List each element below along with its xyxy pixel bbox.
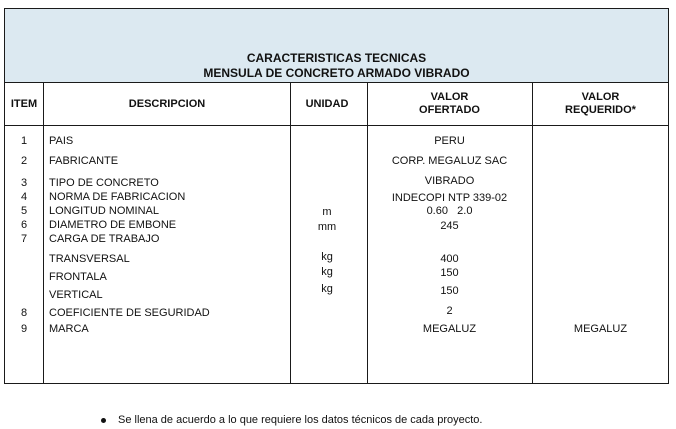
- row-valor: PERU: [434, 135, 465, 147]
- header-valor-ofertado-line2: OFERTADO: [419, 104, 480, 116]
- row-valor: 2: [446, 305, 453, 317]
- row-descripcion: FRONTALA: [49, 271, 107, 283]
- row-descripcion: FABRICANTE: [49, 155, 119, 167]
- row-descripcion: COEFICIENTE DE SEGURIDAD: [49, 307, 210, 319]
- row-requerido: MEGALUZ: [573, 323, 628, 335]
- row-valor: INDECOPI NTP 339-02: [391, 192, 508, 204]
- row-item: 2: [20, 155, 28, 167]
- row-unidad: kg: [321, 283, 333, 295]
- row-item: 3: [20, 177, 28, 189]
- col-divider-item: [43, 83, 44, 383]
- header-valor-ofertado-line1: VALOR: [430, 91, 469, 103]
- header-descripcion: DESCRIPCION: [128, 97, 206, 110]
- row-item: 9: [20, 323, 28, 335]
- row-valor: 150: [440, 285, 459, 297]
- row-unidad: kg: [321, 251, 333, 263]
- row-descripcion: VERTICAL: [49, 289, 103, 301]
- row-valor: 150: [440, 267, 459, 279]
- row-descripcion: PAIS: [49, 135, 74, 147]
- header-item: ITEM: [10, 97, 38, 110]
- header-valor-requerido-line2: REQUERIDO*: [565, 104, 636, 116]
- row-descripcion: NORMA DE FABRICACION: [49, 191, 186, 203]
- header-valor-requerido: [533, 83, 668, 125]
- col-divider-valor: [532, 83, 533, 383]
- table-subtitle: MENSULA DE CONCRETO ARMADO VIBRADO: [203, 66, 470, 80]
- row-descripcion: TRANSVERSAL: [49, 253, 130, 265]
- header-divider: [5, 125, 668, 126]
- bullet-icon: [101, 418, 106, 423]
- row-item: 6: [20, 219, 28, 231]
- footnote-text: Se llena de acuerdo a lo que requiere los datos técnicos de cada proyecto.: [118, 414, 483, 426]
- row-valor: 400: [440, 253, 459, 265]
- row-item: 5: [20, 205, 28, 217]
- row-unidad: m: [322, 206, 332, 218]
- row-valor: 245: [440, 220, 459, 232]
- row-descripcion: TIPO DE CONCRETO: [49, 177, 159, 189]
- spec-table: [4, 8, 669, 384]
- row-item: 8: [20, 307, 28, 319]
- header-valor-requerido-line1: VALOR: [581, 91, 620, 103]
- row-item: 1: [20, 135, 28, 147]
- row-item: 4: [20, 191, 28, 203]
- row-valor: VIBRADO: [424, 175, 475, 187]
- row-descripcion: MARCA: [49, 323, 89, 335]
- title-band: [5, 9, 668, 83]
- table-title: CARACTERISTICAS TECNICAS: [246, 51, 427, 65]
- row-unidad: mm: [317, 221, 337, 233]
- header-unidad: UNIDAD: [305, 97, 349, 110]
- row-unidad: kg: [321, 266, 333, 278]
- row-valor: 0.60 2.0: [426, 205, 473, 217]
- footnote: [101, 414, 482, 426]
- row-descripcion: LONGITUD NOMINAL: [49, 205, 160, 217]
- row-item: 7: [20, 233, 28, 245]
- row-descripcion: DIAMETRO DE EMBONE: [49, 219, 177, 231]
- row-descripcion: CARGA DE TRABAJO: [49, 233, 160, 245]
- row-valor: MEGALUZ: [422, 323, 477, 335]
- row-valor: CORP. MEGALUZ SAC: [391, 155, 508, 167]
- col-divider-unidad: [367, 83, 368, 383]
- header-valor-ofertado: [368, 83, 531, 125]
